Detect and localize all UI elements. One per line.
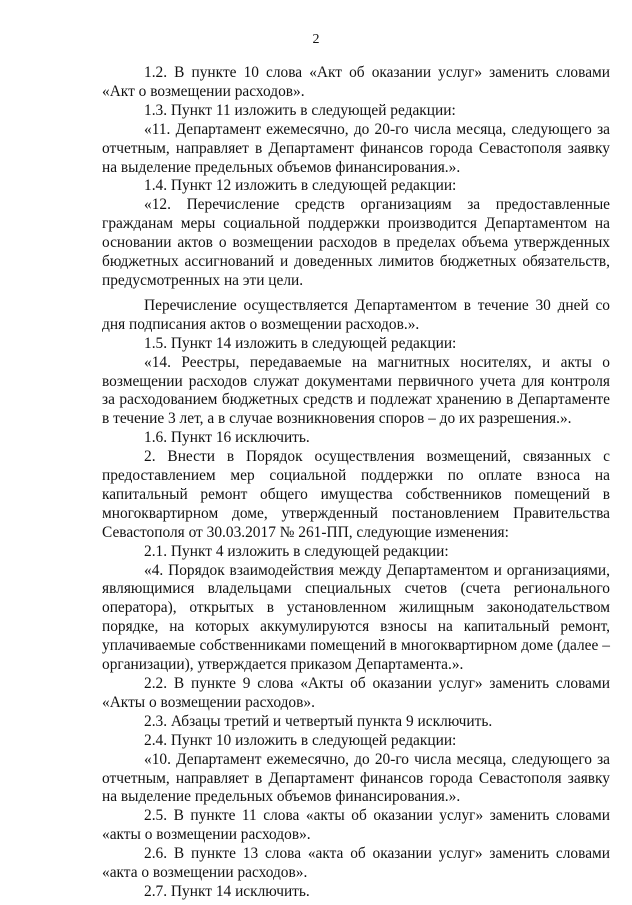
paragraph-2-7: 2.7. Пункт 14 исключить. bbox=[144, 882, 310, 900]
paragraph-1-3-text: «11. Департамент ежемесячно, до 20-го числа месяца, следующего за отчетным, направляет в Департамент финансов города Севастополя заявку на выделение предельных объемов финансирования.». bbox=[102, 120, 610, 176]
paragraph-1-2: 1.2. В пункте 10 слова «Акт об оказании услуг» заменить словами «Акт о возмещении расходов». bbox=[102, 64, 610, 100]
page-number: 2 bbox=[312, 32, 320, 47]
paragraph-2-3: 2.3. Абзацы третий и четвертый пункта 9 исключить. bbox=[144, 712, 493, 730]
paragraph-1-3: 1.3. Пункт 11 изложить в следующей редакции: bbox=[144, 101, 456, 119]
paragraph-1-4: 1.4. Пункт 12 изложить в следующей редакции: bbox=[144, 177, 457, 195]
document-body bbox=[102, 64, 610, 902]
paragraph-2-5: 2.5. В пункте 11 слова «акты об оказании услуг» заменить словами «акты о возмещении расходов». bbox=[102, 807, 610, 844]
paragraph-1-5-text: «14. Реестры, передаваемые на магнитных носителях, и акты о возмещении расходов служат документами первичного учета для контроля за расходованием бюджетных средств и подлежат хранению в Департаменте в течение 3 лет, а в случае возникновения споров – до их разрешения.». bbox=[102, 353, 610, 428]
paragraph-1-4-text: «12. Перечисление средств организациям за предоставленные гражданам меры социальной поддержки производится Департаментом на основании актов о возмещении расходов в пределах объема утвержденных бюджетных ассигнований и доведенных лимитов бюджетных обязательств, предусмотренных на эти цели. bbox=[102, 196, 610, 289]
paragraph-2-4: 2.4. Пункт 10 изложить в следующей редакции: bbox=[144, 731, 457, 749]
paragraph-2-4-text: «10. Департамент ежемесячно, до 20-го числа месяца, следующего за отчетным, направляет в Департамент финансов города Севастополя заявку на выделение предельных объемов финансирования.». bbox=[102, 750, 610, 806]
paragraph-2-1: 2.1. Пункт 4 изложить в следующей редакции: bbox=[144, 542, 449, 560]
paragraph-1-4-text-2: Перечисление осуществляется Департаментом в течение 30 дней со дня подписания актов о возмещении расходов.». bbox=[102, 296, 610, 333]
paragraph-2-2: 2.2. В пункте 9 слова «Акты об оказании услуг» заменить словами «Акты о возмещении расходов». bbox=[102, 675, 610, 711]
paragraph-1-5: 1.5. Пункт 14 изложить в следующей редакции: bbox=[144, 334, 457, 352]
paragraph-2-6: 2.6. В пункте 13 слова «акта об оказании услуг» заменить словами «акта о возмещении расходов». bbox=[102, 845, 610, 882]
paragraph-2-1-text: «4. Порядок взаимодействия между Департаментом и организациями, являющимися владельцами специальных счетов (счета регионального оператора), открытых в установленном жилищным законодательством порядке, на которых аккумулируются взносы на капитальный ремонт, уплачиваемые собственниками помещений в многоквартирном доме (далее – организации), утверждается приказом Департамента.». bbox=[102, 561, 610, 674]
paragraph-1-6: 1.6. Пункт 16 исключить. bbox=[144, 429, 310, 447]
paragraph-2: 2. Внести в Порядок осуществления возмещений, связанных с предоставлением мер социальной поддержки по оплате взноса на капитальный ремонт общего имущества собственников помещений в многоквартирном доме, утвержденный постановлением Правительства Севастополя от 30.03.2017 № 261-ПП, следующие изменения: bbox=[102, 448, 610, 541]
